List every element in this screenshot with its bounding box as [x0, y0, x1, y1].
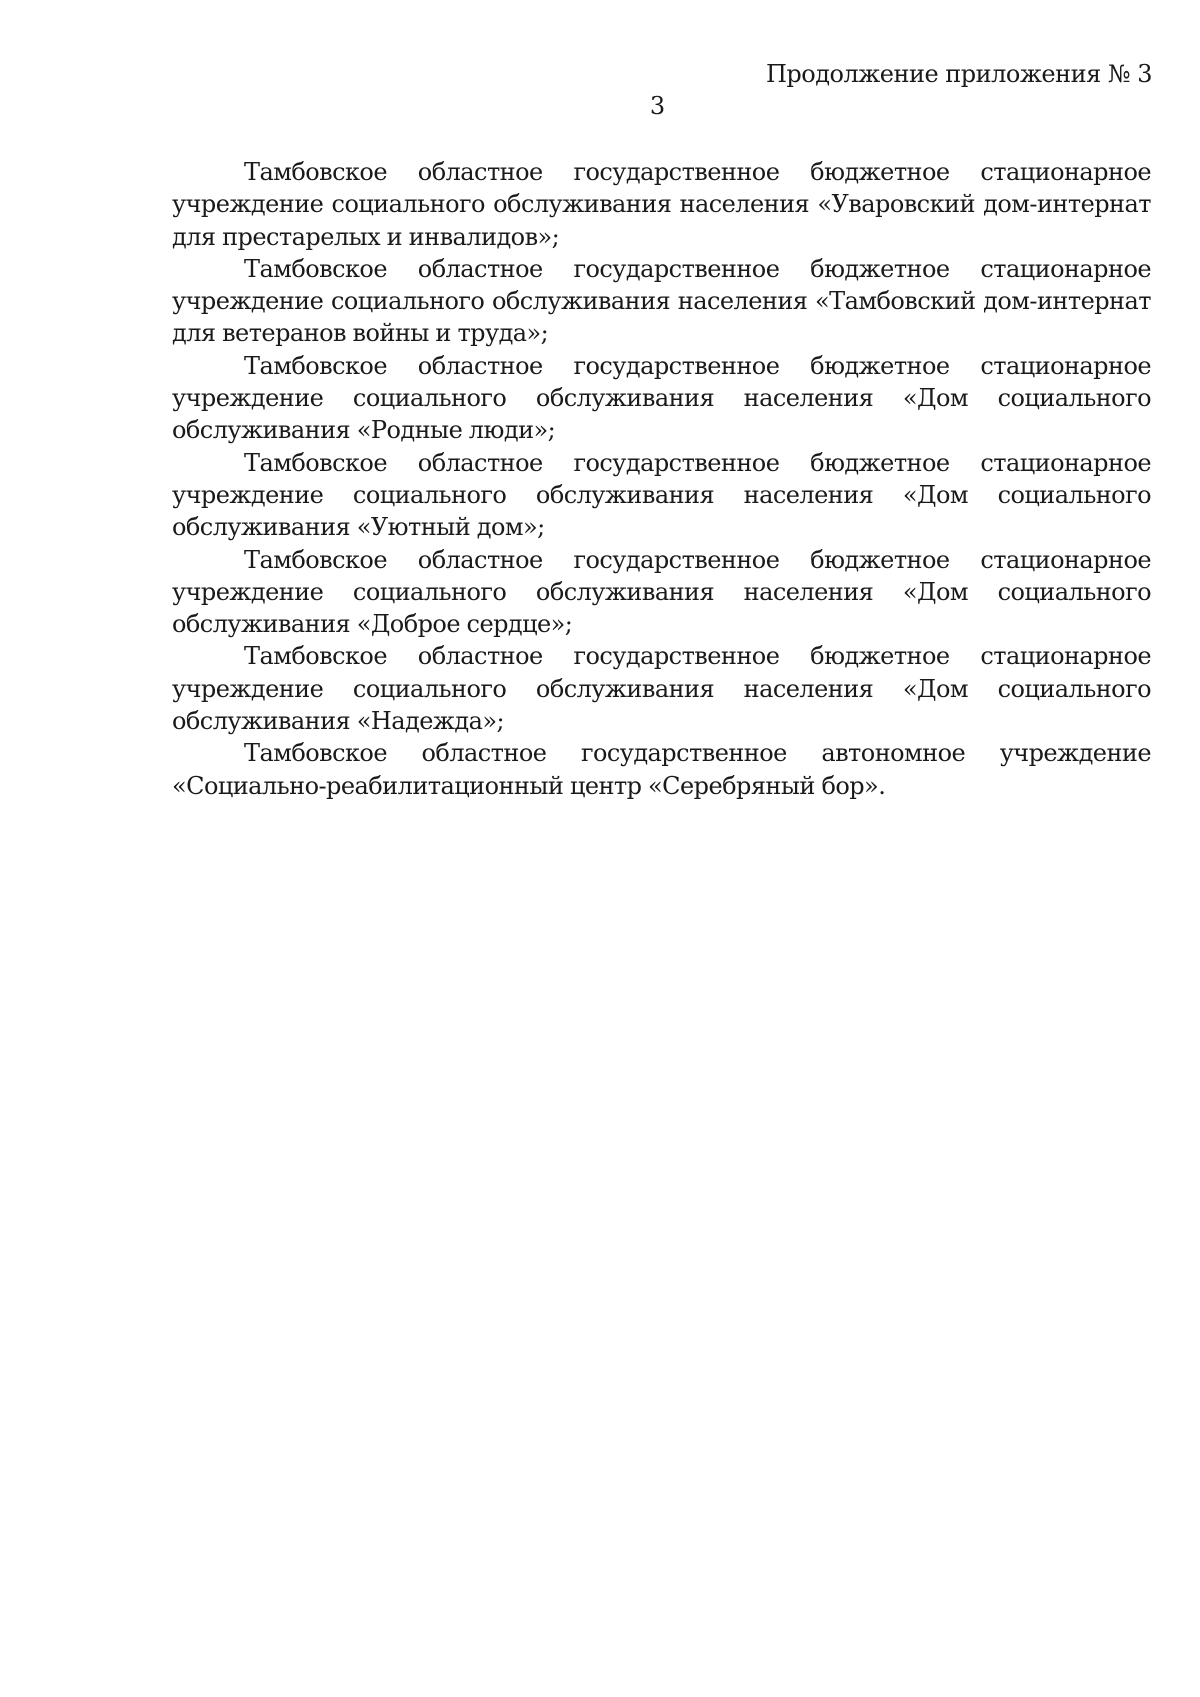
- institution-paragraph: Тамбовское областное государственное бюджетное стационарное учреждение социального обслуживания населения «Тамбовский дом-интернат для ветеранов войны и труда»;: [172, 254, 1151, 348]
- institution-paragraph: Тамбовское областное государственное бюджетное стационарное учреждение социального обслуживания населения «Дом социального обслуживания «Родные люди»;: [172, 351, 1151, 445]
- institution-paragraph: Тамбовское областное государственное бюджетное стационарное учреждение социального обслуживания населения «Дом социального обслуживания «Доброе сердце»;: [172, 545, 1151, 639]
- appendix-continuation-note: Продолжение приложения № 3: [765, 60, 1152, 88]
- page-number: 3: [649, 92, 666, 120]
- institution-paragraph: Тамбовское областное государственное бюджетное стационарное учреждение социального обслуживания населения «Дом социального обслуживания «Надежда»;: [172, 642, 1151, 736]
- institution-paragraph: Тамбовское областное государственное автономное учреждение «Социально-реабилитационный центр «Серебряный бор».: [172, 739, 1151, 800]
- institution-paragraph: Тамбовское областное государственное бюджетное стационарное учреждение социального обслуживания населения «Дом социального обслуживания «Уютный дом»;: [172, 448, 1151, 542]
- institutions-list: [172, 156, 1151, 802]
- institution-paragraph: Тамбовское областное государственное бюджетное стационарное учреждение социального обслуживания населения «Уваровский дом-интернат для престарелых и инвалидов»;: [172, 158, 1151, 251]
